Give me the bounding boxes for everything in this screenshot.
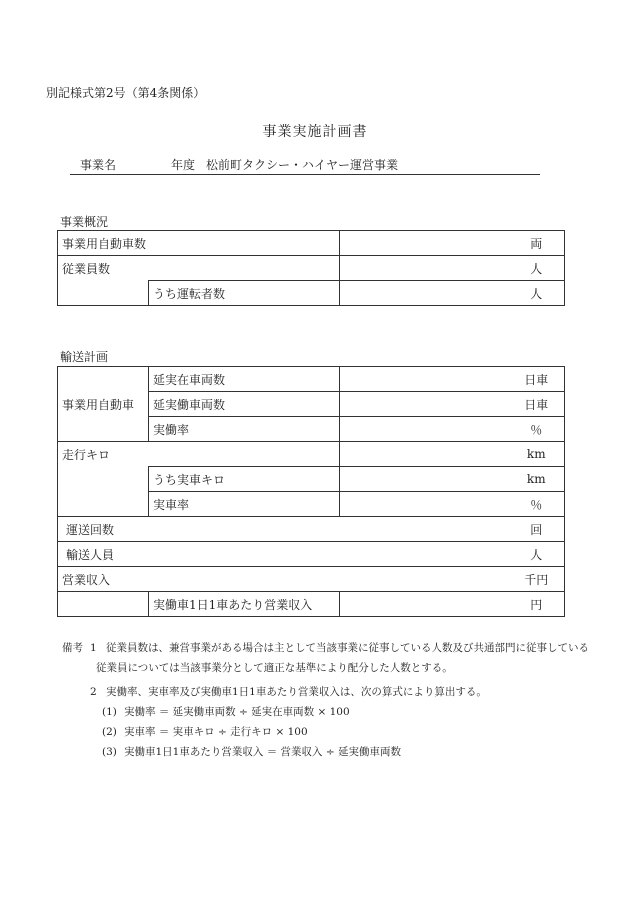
revenue-per-vehicle-value-cell[interactable]: [340, 592, 509, 617]
employees-value-cell[interactable]: [340, 256, 509, 281]
total-registered-value-cell[interactable]: [340, 367, 509, 392]
drivers-label: うち運転者数: [149, 281, 340, 306]
trips-label: 運送回数: [58, 517, 509, 542]
formula-2: [62, 722, 582, 742]
total-operating-value-cell[interactable]: [340, 392, 509, 417]
fiscal-year-label: 年度: [171, 158, 196, 172]
total-operating-unit: 日車: [509, 392, 565, 417]
formula-1-text: 実働率 ＝ 延実働車両数 ÷ 延実在車両数 × 100: [124, 706, 350, 718]
total-registered-label: 延実在車両数: [149, 367, 340, 392]
loaded-rate-indent: [58, 492, 149, 517]
operation-rate-label: 実働率: [149, 417, 340, 442]
project-name-label: 事業名: [80, 158, 117, 172]
document-title: 事業実施計画書: [262, 124, 368, 140]
vehicle-group-label: 事業用自動車: [58, 367, 149, 442]
passengers-unit: 人: [509, 542, 565, 567]
table-row: [58, 281, 565, 306]
vehicles-value-cell[interactable]: [340, 231, 509, 256]
revenue-unit: 千円: [509, 567, 565, 592]
formula-3: [62, 742, 582, 762]
remarks-label: 備考: [62, 642, 83, 654]
distance-label: 走行キロ: [58, 442, 149, 467]
vehicles-unit: 両: [509, 231, 565, 256]
revenue-per-vehicle-indent: [58, 592, 149, 617]
remarks-section: [62, 638, 589, 762]
table-row: [58, 592, 565, 617]
loaded-distance-value-cell[interactable]: [340, 467, 509, 492]
table-row: [58, 256, 565, 281]
loaded-rate-unit: ％: [509, 492, 565, 517]
employees-unit: 人: [509, 256, 565, 281]
overview-table: [57, 230, 565, 306]
vehicles-label: 事業用自動車数: [58, 231, 340, 256]
formula-3-number: (3): [102, 746, 117, 758]
total-operating-label: 延実働車両数: [149, 392, 340, 417]
note-2-text: 実働率、実車率及び実働車1日1車あたり営業収入は、次の算式により算出する。: [106, 686, 487, 698]
drivers-unit: 人: [509, 281, 565, 306]
trips-unit: 回: [509, 517, 565, 542]
note-2-number: 2: [90, 686, 97, 698]
note-2: [62, 682, 582, 702]
formula-1: [62, 702, 582, 722]
loaded-rate-label: 実車率: [149, 492, 340, 517]
distance-label-filler: [149, 442, 340, 467]
table-row: [58, 467, 565, 492]
table-row: [58, 567, 565, 592]
drivers-indent: [58, 281, 149, 306]
operation-rate-unit: ％: [509, 417, 565, 442]
revenue-per-vehicle-label: 実働車1日1車あたり営業収入: [149, 592, 340, 617]
overview-heading: 事業概況: [60, 215, 109, 229]
transport-table: [57, 366, 565, 617]
note-1-number: 1: [90, 642, 97, 654]
passengers-label: 輸送人員: [58, 542, 509, 567]
transport-heading: 輸送計画: [60, 350, 109, 364]
note-1-text-line-1: 従業員数は、兼営事業がある場合は主として当該事業に従事している人数及び共通部門に従事している: [106, 642, 589, 654]
operation-rate-value-cell[interactable]: [340, 417, 509, 442]
loaded-distance-indent: [58, 467, 149, 492]
loaded-rate-value-cell[interactable]: [340, 492, 509, 517]
formula-2-number: (2): [102, 726, 117, 738]
project-name-line: [70, 156, 540, 175]
table-row: [58, 542, 565, 567]
note-1-text-line-2: 従業員については当該事業分として適正な基準により配分した人数とする。: [96, 662, 453, 674]
loaded-distance-unit: km: [509, 467, 565, 492]
table-row: [58, 442, 565, 467]
table-row: [58, 367, 565, 392]
table-row: [58, 517, 565, 542]
table-row: [58, 231, 565, 256]
formula-1-number: (1): [102, 706, 117, 718]
drivers-value-cell[interactable]: [340, 281, 509, 306]
formula-3-text: 実働車1日1車あたり営業収入 ＝ 営業収入 ÷ 延実働車両数: [124, 746, 402, 758]
distance-value-cell[interactable]: [340, 442, 509, 467]
loaded-distance-label: うち実車キロ: [149, 467, 340, 492]
project-name: 松前町タクシー・ハイヤー運営事業: [206, 158, 399, 172]
table-row: [58, 492, 565, 517]
distance-unit: km: [509, 442, 565, 467]
employees-label-filler: [149, 256, 340, 281]
note-1-line-2: [62, 658, 582, 678]
revenue-per-vehicle-unit: 円: [509, 592, 565, 617]
note-1-line-1: [62, 638, 589, 658]
total-registered-unit: 日車: [509, 367, 565, 392]
employees-label: 従業員数: [58, 256, 149, 281]
formula-2-text: 実車率 ＝ 実車キロ ÷ 走行キロ × 100: [124, 726, 308, 738]
form-number: 別記様式第2号（第4条関係）: [46, 86, 206, 100]
revenue-label: 営業収入: [58, 567, 509, 592]
